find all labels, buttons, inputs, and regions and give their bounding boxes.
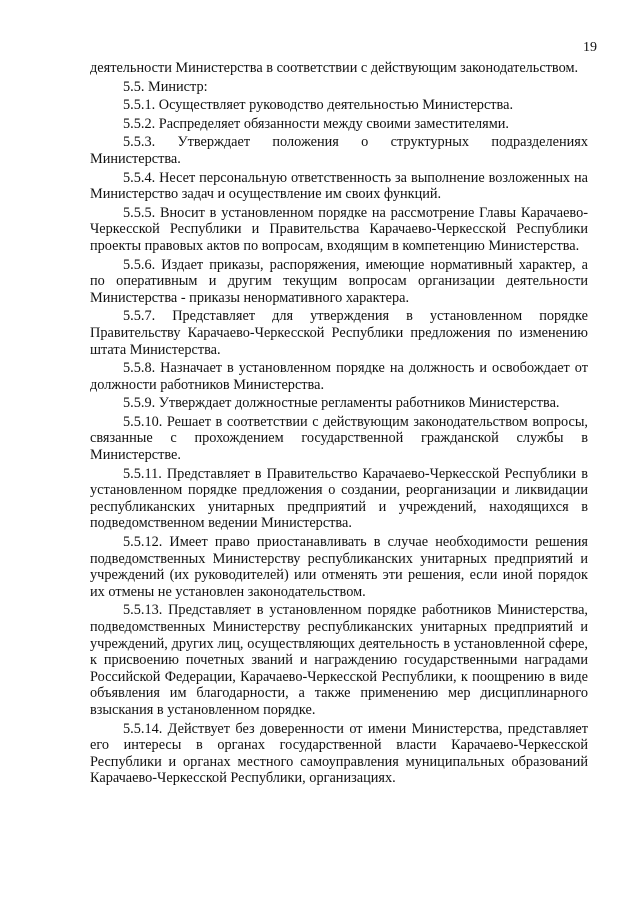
document-body <box>90 60 588 789</box>
paragraph-5-5-5: 5.5.5. Вносит в установленном порядке на рассмотрение Главы Карачаево-Черкесской Республики и Правительства Карачаево-Черкесской Республики проекты правовых актов по вопросам, входящим в компетенцию Министерства. <box>90 204 588 254</box>
paragraph-5-5-2: 5.5.2. Распределяет обязанности между своими заместителями. <box>123 115 510 132</box>
paragraph-continuation: деятельности Министерства в соответствии с действующим законодательством. <box>90 60 579 76</box>
paragraph-5-5-9: 5.5.9. Утверждает должностные регламенты работников Министерства. <box>123 395 560 412</box>
paragraph-5-5-11: 5.5.11. Представляет в Правительство Карачаево-Черкесской Республики в установленном порядке предложения о создании, реорганизации и ликвидации республиканских унитарных предприятий и учреждений, находящихся в подведомственном ведении Министерства. <box>90 465 588 532</box>
paragraph-5-5-8: 5.5.8. Назначает в установленном порядке на должность и освобождает от должности работников Министерства. <box>90 360 588 393</box>
paragraph-5-5-12: 5.5.12. Имеет право приостанавливать в случае необходимости решения подведомственных Министерству республиканских унитарных предприятий и учреждений (их руководителей) или отменять эти решения, если иной порядок их отмены не установлен законодательством. <box>90 534 588 600</box>
paragraph-5-5-6: 5.5.6. Издает приказы, распоряжения, имеющие нормативный характер, а по оперативным и другим текущим вопросам организации деятельности Министерства - приказы ненормативного характера. <box>90 256 588 306</box>
paragraph-5-5-10: 5.5.10. Решает в соответствии с действующим законодательством вопросы, связанные с прохождением государственной гражданской службы в Министерстве. <box>90 413 588 464</box>
paragraph-5-5-1: 5.5.1. Осуществляет руководство деятельностью Министерства. <box>123 97 514 114</box>
paragraph-5-5-3: 5.5.3. Утверждает положения о структурных подразделениях Министерства. <box>90 134 588 167</box>
paragraph-5-5-14: 5.5.14. Действует без доверенности от имени Министерства, представляет его интересы в органах государственной власти Карачаево-Черкесской Республики и органах местного самоуправления муниципальных образований Карачаево-Черкесской Республики, организациях. <box>90 720 588 787</box>
paragraph-5-5-13: 5.5.13. Представляет в установленном порядке работников Министерства, подведомственных Министерству республиканских унитарных предприятий и учреждений, других лиц, осуществляющих деятельность в установленной сфере, к присвоению почетных званий и награждению государственными наградами Российской Федерации, Карачаево-Черкесской Республики, к поощрению в виде объявления им благодарности, а также применению мер дисциплинарного взыскания в установленном порядке. <box>90 602 588 718</box>
paragraph-5-5: 5.5. Министр: <box>123 78 208 95</box>
paragraph-5-5-4: 5.5.4. Несет персональную ответственность за выполнение возложенных на Министерство задач и осуществление им своих функций. <box>90 169 588 203</box>
page-number: 19 <box>583 40 597 55</box>
paragraph-5-5-7: 5.5.7. Представляет для утверждения в установленном порядке Правительству Карачаево-Черкесской Республики предложения по изменению штата Министерства. <box>90 308 588 358</box>
